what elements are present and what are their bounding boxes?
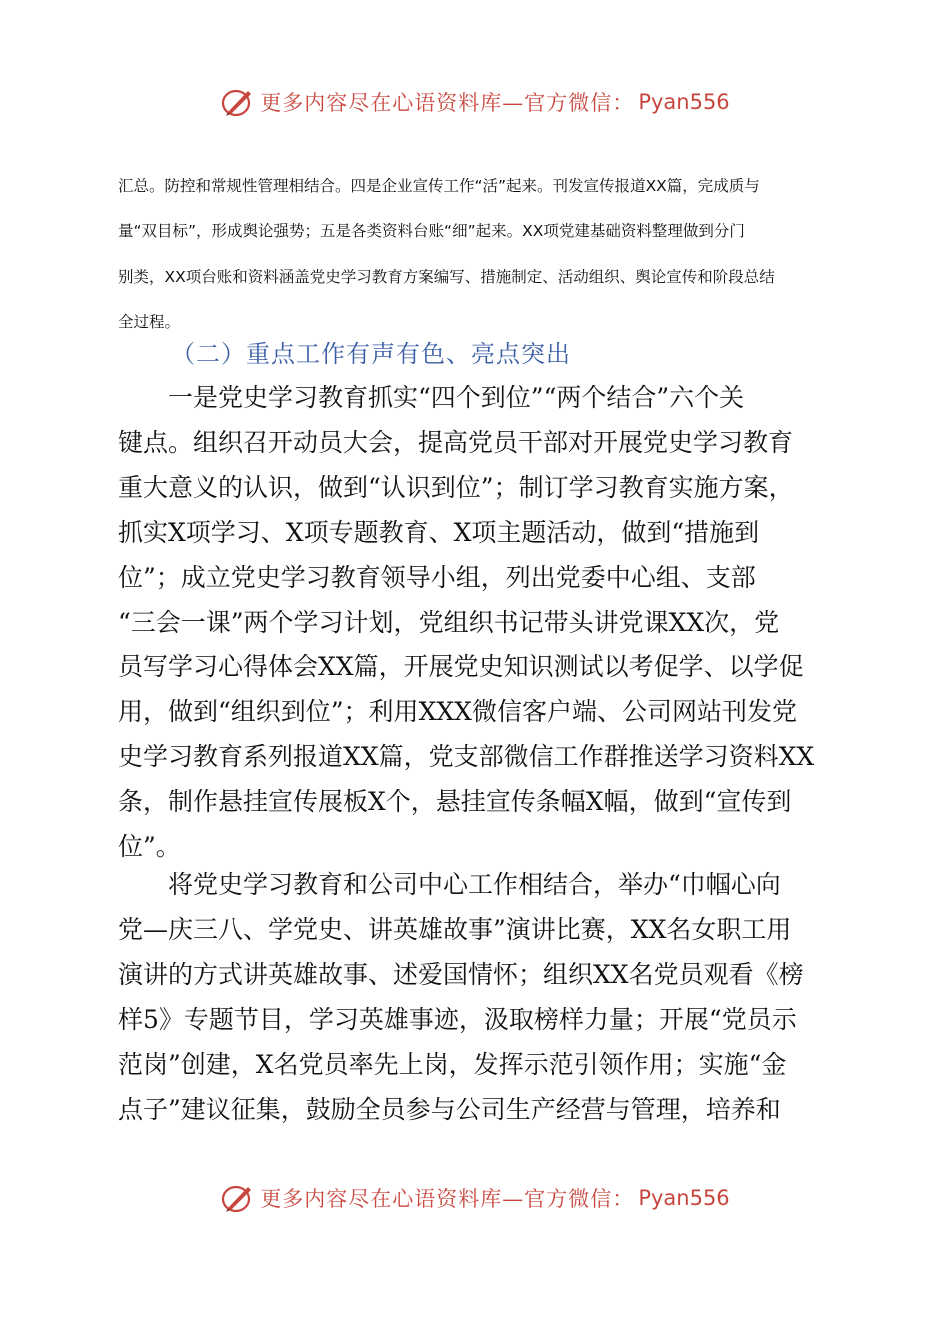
text-line: 样5》专题节目，学习英雄事迹，汲取榜样力量；开展“党员示 [118, 1004, 797, 1034]
intro-paragraph [118, 164, 836, 346]
text-line: 量“双目标”，形成舆论强势；五是各类资料台账“细”起来。XX项党建基础资料整理做到分门 [118, 222, 745, 241]
text-line: 别类，XX项台账和资料涵盖党史学习教育方案编写、措施制定、活动组织、舆论宣传和阶段总结 [118, 267, 775, 286]
text-line: “三会一课”两个学习计划，党组织书记带头讲党课XX次，党 [118, 607, 780, 637]
section-heading: （二）重点工作有声有色、亮点突出 [171, 340, 571, 368]
footer-watermark [0, 1178, 950, 1218]
watermark-wechat-id: Pyan556 [638, 1186, 730, 1210]
text-line: 位”；成立党史学习教育领导小组，列出党委中心组、支部 [118, 562, 756, 592]
pen-logo-icon [220, 1181, 256, 1215]
text-line: 抓实X项学习、X项专题教育、X项主题活动，做到“措施到 [118, 517, 760, 547]
watermark-text: 更多内容尽在心语资料库—官方微信： [260, 1187, 635, 1211]
text-line: 点子”建议征集，鼓励全员参与公司生产经营与管理，培养和 [118, 1094, 781, 1124]
text-line: 汇总。防控和常规性管理相结合。四是企业宣传工作“活”起来。刊发宣传报道XX篇，完成质与 [118, 177, 760, 195]
text-line: 一是党史学习教育抓实“四个到位”“两个结合”六个关 [118, 383, 745, 412]
text-line: 演讲的方式讲英雄故事、述爱国情怀；组织XX名党员观看《榜 [118, 959, 804, 989]
text-line: 将党史学习教育和公司中心工作相结合，举办“巾帼心向 [118, 870, 781, 899]
header-watermark [0, 82, 950, 122]
pen-logo-icon [220, 85, 256, 119]
watermark-brand [220, 85, 729, 119]
watermark-wechat-id: Pyan556 [638, 90, 730, 114]
text-line: 重大意义的认识，做到“认识到位”；制订学习教育实施方案， [118, 472, 794, 502]
text-line: 键点。组织召开动员大会，提高党员干部对开展党史学习教育 [118, 427, 794, 457]
text-line: 党—庆三八、学党史、讲英雄故事”演讲比赛，XX名女职工用 [118, 914, 792, 944]
text-line: 位”。 [118, 832, 181, 862]
text-line: 条，制作悬挂宣传展板X个，悬挂宣传条幅X幅，做到“宣传到 [118, 787, 792, 817]
text-line: 范岗”创建，X名党员率先上岗，发挥示范引领作用；实施“金 [118, 1049, 787, 1079]
text-line: 全过程。 [118, 313, 181, 332]
paragraph-combined-work [118, 863, 838, 1132]
text-line: 用，做到“组织到位”；利用XXX微信客户端、公司网站刊发党 [118, 697, 797, 727]
watermark-brand [220, 1181, 729, 1215]
watermark-text: 更多内容尽在心语资料库—官方微信： [260, 91, 635, 115]
text-line: 员写学习心得体会XX篇，开展党史知识测试以考促学、以学促 [118, 652, 804, 682]
paragraph-party-history [118, 376, 838, 870]
text-line: 史学习教育系列报道XX篇，党支部微信工作群推送学习资料XX [118, 742, 815, 772]
